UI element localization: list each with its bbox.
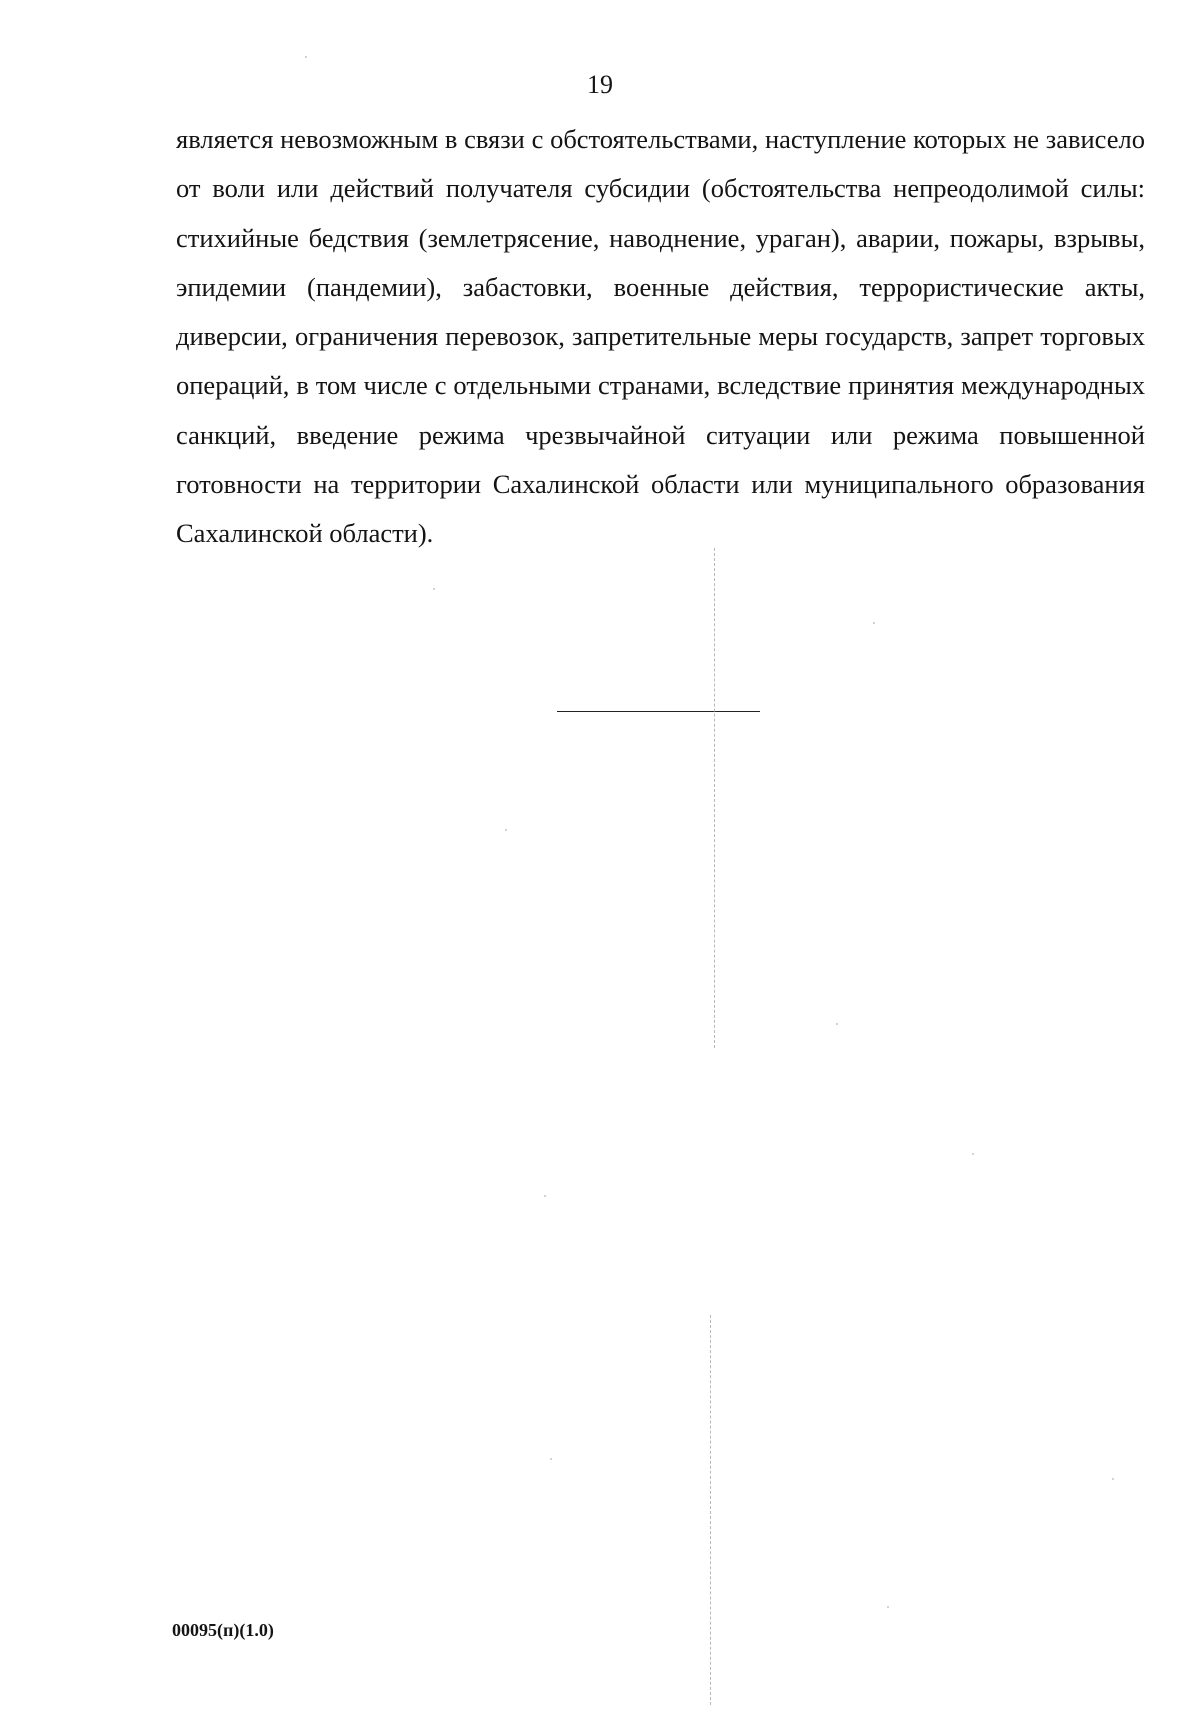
scan-artefact-line [710,1315,711,1705]
scan-artefact-dot [544,1195,546,1197]
scan-artefact-dot [550,1458,552,1460]
scan-artefact-line [714,548,715,1048]
scan-artefact-dot [1112,1478,1114,1480]
scan-artefact-dot [972,1153,974,1155]
page-number: 19 [587,70,613,99]
scan-artefact-dot [887,1606,889,1608]
body-paragraph: является невозможным в связи с обстоятельствами, наступление которых не зависело от воли или действий получателя субсидии (обстоятельства непреодолимой силы: стихийные бедствия (землетрясение, наводнение, ураган), аварии, пожары, взрывы, эпидемии (пандемии), забастовки, военные действия, террористические акты, диверсии, ограничения перевозок, запретительные меры государств, запрет торговых операций, в том числе с отдельными странами, вследствие принятия международных санкций, введение режима чрезвычайной ситуации или режима повышенной готовности на территории Сахалинской области или муниципального образования Сахалинской области). [176,124,1145,549]
scan-artefact-dot [433,588,435,590]
document-code: 00095(п)(1.0) [172,1620,274,1640]
scan-artefact-dot [873,622,875,624]
scan-artefact-dot [836,1023,838,1025]
end-of-text-rule [557,711,760,712]
scan-artefact-dot [305,56,307,58]
scan-artefact-dot [505,829,507,831]
